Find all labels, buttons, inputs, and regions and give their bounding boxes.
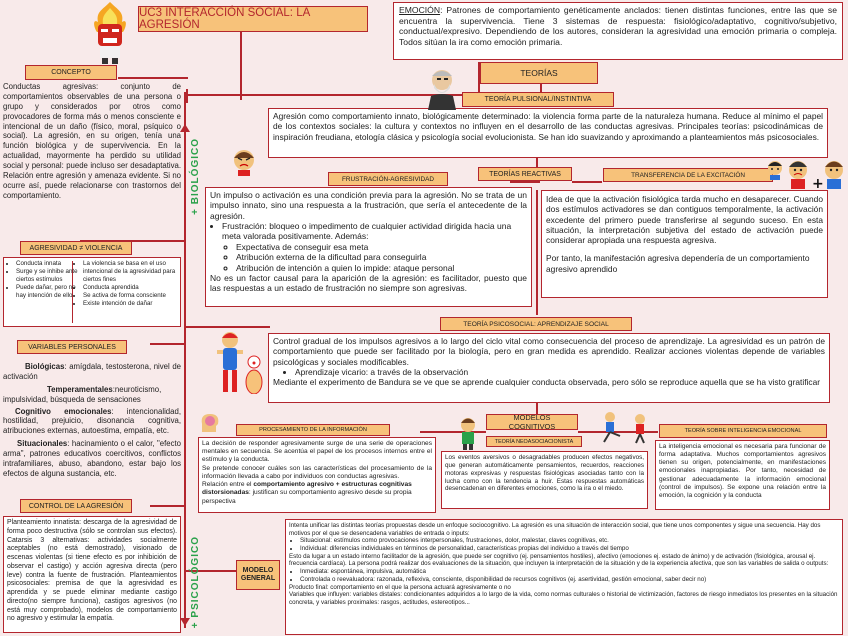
variables-label-text: VARIABLES PERSONALES xyxy=(28,343,116,351)
emocion-box xyxy=(393,2,843,60)
pulsional-label-text: TEORÍA PULSIONAL/INSTINTIVA xyxy=(484,96,592,103)
axis-arrow-down xyxy=(180,618,190,626)
psicosocial-outro: Mediante el experimento de Bandura se ve que se aprende cualquier conducta observada, pero sólo se reproduce aquella que se ha visto gratificar xyxy=(273,377,821,387)
frustracion-intro: Un impulso o activación es una condición previa para la agresión. No se trata de un impulso innato, sino una respuesta a la frustración, que sería el antecedente de la agresión. xyxy=(210,190,527,221)
list-item: • Conducta innata xyxy=(16,260,80,268)
teorias-label-text: TEORÍAS xyxy=(520,68,558,78)
variable-head: Temperamentales xyxy=(47,384,113,394)
procesamiento-p2: Se pretende conocer cuáles son las características del procesamiento de la información llevada a cabo por individuos con conductas agresivas. xyxy=(202,464,432,480)
frustracion-outro: No es un factor causal para la aparición de la agresión: es facilitador, puesto que las respuestas a un estado de frustración no siempre son agresivas. xyxy=(210,272,527,294)
procesamiento-p3c: : justifican su comportamiento agresivo desde su propia perspectiva xyxy=(202,489,412,505)
inteligencia-text: La inteligencia emocional es necesaria para funcionar de forma adaptativa. Muchos comportamientos agresivos tienen su origen, potencialmente, en manifestaciones emocionales inapropiadas. Por tanto, necesidad de gestionar adecuadamente la información emocional (control de impulsos). Se expone una relación entre la emoción, la cognición y la conducta xyxy=(655,440,830,510)
inteligencia-label-text: TEORÍA SOBRE INTELIGENCIA EMOCIONAL xyxy=(684,428,802,434)
frustracion-label xyxy=(328,172,448,186)
list-item: • Conducta aprendida xyxy=(83,284,181,292)
control-label-text: CONTROL DE LA AGRESIÓN xyxy=(28,502,124,510)
variable-desc: :neuroticismo, impulsividad, búsqueda de sensaciones xyxy=(3,384,162,404)
inteligencia-label xyxy=(659,424,827,438)
teorias-label xyxy=(480,62,598,84)
variable-item xyxy=(3,407,181,437)
frustracion-label-text: FRUSTRACIÓN-AGRESIVIDAD xyxy=(342,175,434,183)
pulsional-label xyxy=(462,92,614,107)
list-item: • Inmediata: espontánea, impulsiva, automática xyxy=(300,568,839,576)
procesamiento-label-text: PROCESAMIENTO DE LA INFORMACIÓN xyxy=(259,427,367,433)
connector-line xyxy=(536,190,538,315)
cognitivos-label xyxy=(486,414,578,430)
modelo-p2: Variables que influyen: variables distales: condicionantes adquiridos a lo largo de la vida, como normas culturales o historial de victimización, factores de riesgo inmediatos los presentes en la situación concreta, y variables proximales: rasgos, actitudes, estereotipos... xyxy=(289,591,838,606)
agresividad-label-text: AGRESIVIDAD ≠ VIOLENCIA xyxy=(29,244,123,252)
modelo-mid: Esto da lugar a un estado interno facilitador de la agresión, que puede ser cognitivo (ej. pensamientos hostiles), afectivo (emociones ej. estado de ánimo) y de activación (fisiológica, arousal ej. frecuencia cardíaca). La persona podrá realizar dos evaluaciones de la situación, que incluyen la interpretación de la situación y de la experiencia afectiva, que son las variables de salida o outputs: xyxy=(289,552,829,568)
list-item: ◦ Atribución de intención a quien lo impide: ataque personal xyxy=(236,263,527,273)
variable-desc: : hacinamiento o el calor, "efecto arma", patrones educativos coercitivos, conflictos intrafamiliares, abuso, abandono, estar bajo los efectos de alguna sustancia, etc. xyxy=(3,439,181,478)
agresividad-label xyxy=(20,241,132,255)
variable-item xyxy=(3,362,181,382)
variables-text xyxy=(3,362,181,492)
procesamiento-p3 xyxy=(202,481,432,506)
list-item: ◦ Expectativa de conseguir esa meta xyxy=(236,242,527,252)
variable-head: Situacionales xyxy=(17,439,68,449)
list-item: • Puede dañar, pero no hay intención de ello xyxy=(16,284,80,300)
excitacion-p1: Idea de que la activación fisiológica tarda mucho en desaparecer. Cuando dos estímulos activadores se dan contiguos temporalmente, la activación excedente del primero puede transferirse al segundo suceso. En esta situación, la interpretación subjetiva del estado de activación puede considerar apropiada una respuesta agresiva. xyxy=(546,194,823,245)
angry-boy-icon xyxy=(232,148,256,176)
variable-desc: : amígdala, testosterona, nivel de activación xyxy=(3,362,181,381)
variable-head: Cognitivo emocionales xyxy=(15,406,112,416)
axis-psicologico-label: + PSICOLÓGICO xyxy=(190,536,201,629)
modelo-intro: Intenta unificar las distintas teorías propuestas desde un enfoque sociocognitivo. La agresión es una situación de interacción social, que tiene unos componentes y sigue una secuencia. Hay dos motivos por el que se desencadena variables de entrada o inputs: xyxy=(289,522,821,537)
connector-line xyxy=(572,181,602,183)
psicosocial-label xyxy=(440,317,632,331)
neoasociacionista-label xyxy=(486,436,582,447)
freud-portrait-icon xyxy=(425,66,459,110)
agresividad-box xyxy=(3,257,181,327)
list-item: • La violencia se basa en el uso intencional de la agresividad para ciertos fines xyxy=(83,260,181,284)
excitacion-box xyxy=(541,190,828,298)
psicosocial-label-text: TEORÍA PSICOSOCIAL: APRENDIZAJE SOCIAL xyxy=(463,320,609,328)
agresividad-right-list xyxy=(74,260,181,308)
angry-emoji-icon xyxy=(767,160,783,180)
list-item: • Existe intención de dañar xyxy=(83,300,181,308)
concepto-label xyxy=(25,65,117,80)
variables-label xyxy=(17,340,127,354)
variable-desc: : intencionalidad, hostilidad, prejuicio, disonancia cognitiva, atribuciones externas, autoestima, empatía, etc. xyxy=(3,406,181,436)
variable-item xyxy=(3,385,181,405)
variable-head: Biológicas xyxy=(25,362,65,371)
two-faces-icon xyxy=(786,158,846,196)
connector-line xyxy=(240,30,242,100)
modelo-outputs xyxy=(289,568,839,583)
control-label xyxy=(20,499,132,513)
list-item: ◦ Atribución externa de la dificultad para conseguirla xyxy=(236,252,527,262)
pulsional-text: Agresión como comportamiento innato, biológicamente determinado: la violencia forma parte de la naturaleza humana. Reduce al mínimo el papel de los contextos sociales: la cultura y contextos no influyen en el desarrollo de las conductas agresivas. Principales teorías: psicodinámicas de inspiración freudiana, etología clásica y psicología social evolucionista. Se han ido suavizando y aproximando a planteamientos más psicosociales. xyxy=(268,108,828,158)
list-item: • Controlada o reevaluadora: razonada, reflexiva, consciente, disponibilidad de recursos cognitivos (ej. asertividad, gestión emocional, saber decir no) xyxy=(300,576,839,584)
excitacion-label-text: TRANSFERENCIA DE LA EXCITACIÓN xyxy=(631,171,745,179)
list-item: • Individual: diferencias individuales en términos de personalidad, características propias del individuo a través del tiempo xyxy=(300,545,839,553)
thinking-kid-icon xyxy=(457,416,479,450)
psicosocial-box xyxy=(268,333,830,403)
page-title: UC3 INTERACCIÓN SOCIAL: LA AGRESIÓN xyxy=(139,7,310,31)
svg-text:+: + xyxy=(812,176,824,192)
variable-item xyxy=(3,439,181,479)
neoasociacionista-label-text: TEORÍA NEOASOCIACIONISTA xyxy=(494,438,574,445)
connector-line xyxy=(186,89,188,103)
concepto-text: Conductas agresivas: conjunto de comportamientos observables de una persona o grupo y considerados por otros como provocadores de forma más o menos consciente e intencional de un daño (físico, moral, psíquico o social). La agresión, en su origen, tenía una función biológica y de supervivencia. En la actualidad, mayormente ha perdido su utilidad social y personal: puede incluso ser desadaptativa. Relación entre agresión y amenaza evidente. Si no ocurre así, puede relacionarse con trastornos del comportamiento. xyxy=(3,82,181,200)
agresividad-left-list xyxy=(6,260,80,300)
procesamiento-p3b: comportamiento agresivo + estructuras cognitivas distorsionadas xyxy=(202,481,412,497)
bandura-doll-icon xyxy=(215,330,245,396)
procesamiento-p3a: Relación entre el xyxy=(202,481,254,489)
procesamiento-box xyxy=(198,437,436,513)
psicosocial-text: Control gradual de los impulsos agresivos a lo largo del ciclo vital como consecuencia del proceso de aprendizaje. La agresividad es un patrón de comportamiento que puede ser facilitado por la biología, pero en gran medida es aprendido. Realizar acciones violentas depende de variables psicológicas y sociales modificables. xyxy=(273,336,825,367)
anger-character-icon xyxy=(88,0,132,64)
reactivas-label-text: TEORÍAS REACTIVAS xyxy=(489,170,561,178)
connector-line xyxy=(118,77,188,79)
title-box xyxy=(138,6,368,32)
procesamiento-p1: La decisión de responder agresivamente surge de una serie de operaciones mentales en secuencia. Se acentúa el papel de los procesos internos entre el estímulo y la conducta. xyxy=(202,440,432,464)
connector-line xyxy=(150,505,185,507)
psicosocial-list xyxy=(273,367,825,377)
modelo-box xyxy=(285,519,843,635)
brain-head-icon xyxy=(198,412,222,434)
axis-biologico-label: + BIOLÓGICO xyxy=(190,138,201,215)
frustracion-bullet: Frustración: bloqueo o impedimento de cualquier actividad dirigida hacia una meta valorada positivamente. Además: xyxy=(222,221,512,242)
modelo-p1: Producto final: comportamiento en el que la persona actuará agresivamente o no xyxy=(289,583,511,591)
list-item: • Aprendizaje vicario: a través de la observación xyxy=(295,367,825,377)
connector-line xyxy=(184,92,186,628)
control-text: Planteamiento innatista: descarga de la agresividad de forma poco destructiva (sólo se controlan sus efectos). Catarsis 3 alternativas: actividades socialmente aceptables (no está demostrado), visionado de escenas violentas (si tiene efecto es por inhibición de observar el castigo) y acción agresiva directa (pero leve) contra la fuente de frustración. Planteamientos psicosociales: premisa de que la agresividad es aprendida y se puede eliminar mediante castigo directo(no siempre funciona), castigos agresivos (no está muy comprobado), modelos de comportamiento no agresivo y estimular la empatía. xyxy=(3,516,181,633)
modelo-inputs xyxy=(289,537,839,552)
connector-line xyxy=(185,326,270,328)
list-item xyxy=(222,221,527,273)
modelo-label xyxy=(236,560,280,590)
list-item: • Surge y se inhibe ante ciertos estímulos xyxy=(16,268,80,284)
excitacion-p2: Por tanto, la manifestación agresiva dependería de un comportamiento agresivo aprendido xyxy=(546,253,810,274)
modelo-label-text: MODELO GENERAL xyxy=(240,566,276,582)
cognitivos-label-text: MODELOS COGNITIVOS xyxy=(508,414,556,430)
emocion-text: : Patrones de comportamiento genéticamente anclados: tienen distintas funciones, entre las que se encuentra la supervivencia. Tiene 3 sistemas de respuesta: fisiológico/adaptativo, cognitivo/subjetivo, conductual/expresivo. Dependiendo de los autores, consideran la agresividad una emoción primaria o compleja. Todos sitúan la ira como emoción primaria. xyxy=(399,5,837,48)
frustracion-list xyxy=(210,221,527,273)
frustracion-box xyxy=(205,187,532,307)
connector-line xyxy=(510,181,540,183)
emocion-label: EMOCIÓN xyxy=(399,5,441,15)
connector-line xyxy=(150,343,185,345)
concepto-label-text: CONCEPTO xyxy=(51,69,91,76)
fighting-kids-icon xyxy=(598,410,654,444)
procesamiento-label xyxy=(236,424,390,436)
list-item: • Situacional: estímulos como provocaciones interpersonales, frustraciones, dolor, malestar, claves cognitivas, etc. xyxy=(300,537,839,545)
neoasociacionista-text: Los eventos aversivos o desagradables producen efectos negativos, que generan automáticamente pensamientos, recuerdos, reacciones motoras expresivas y respuestas fisiológicas asociadas tanto con la lucha como con la tendencia a huir. Estas respuestas automáticas desencadenan en diferentes emociones, como la ira o el miedo. xyxy=(441,451,648,509)
axis-arrow-up xyxy=(180,124,190,132)
list-item: • Se activa de forma consciente xyxy=(83,292,181,300)
reactivas-label xyxy=(478,167,572,181)
excitacion-label xyxy=(603,168,773,182)
clown-doll-icon xyxy=(244,354,264,394)
